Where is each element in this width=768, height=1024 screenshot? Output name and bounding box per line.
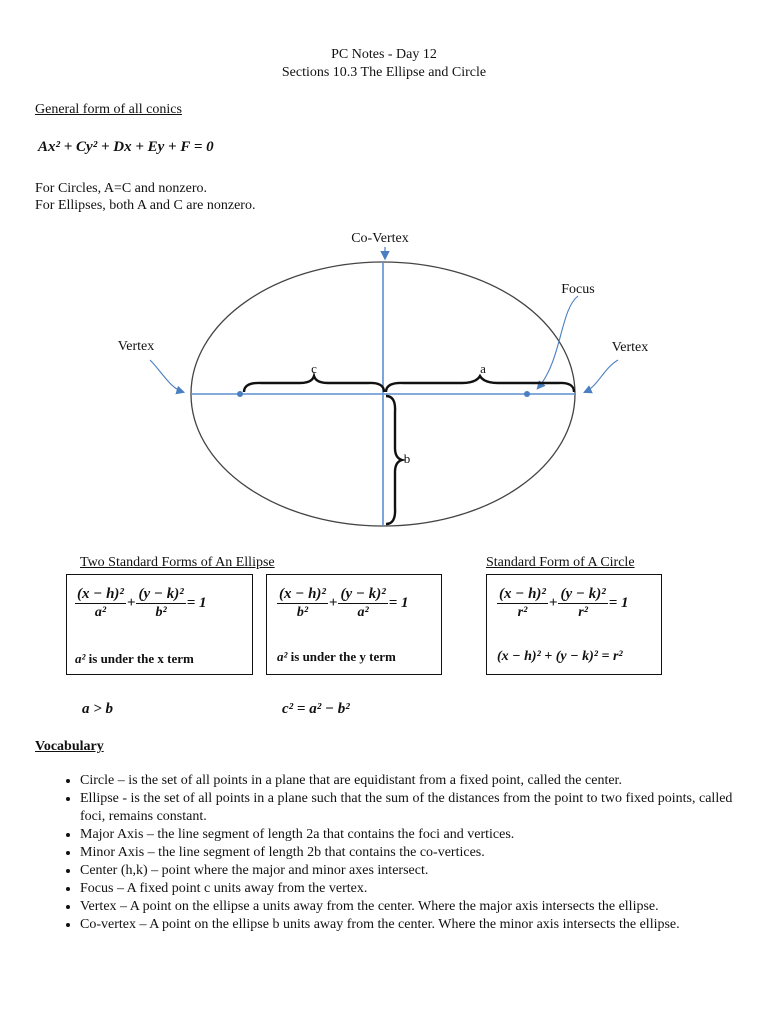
- label-c: c: [311, 361, 317, 376]
- circle-den1: r²: [517, 605, 528, 620]
- focus-label: Focus: [561, 282, 595, 297]
- general-form-equation: Ax² + Cy² + Dx + Ey + F = 0: [38, 139, 214, 155]
- form1-den2: b²: [155, 605, 167, 620]
- form1-den1: a²: [94, 605, 107, 620]
- ellipse-diagram: [0, 222, 768, 542]
- form1-note: a² is under the x term: [75, 651, 194, 666]
- circle-rhs: = 1: [608, 594, 629, 611]
- circle-form-heading: Standard Form of A Circle: [486, 555, 635, 570]
- form1-num1: (x − h)²: [77, 586, 124, 602]
- vocab-item-minor-axis: • Minor Axis – the line segment of length 2b that contains the co-vertices.: [80, 844, 760, 862]
- label-a: a: [480, 361, 486, 376]
- form2-den2: a²: [357, 605, 369, 620]
- vocab-item-co-vertex: • Co-vertex – A point on the ellipse b units away from the center. Where the minor axis intersects the ellipse.: [80, 916, 760, 934]
- ellipse-forms-heading: Two Standard Forms of An Ellipse: [80, 555, 275, 570]
- a-greater-b: a > b: [82, 701, 114, 717]
- circle-num2: (y − k)²: [560, 586, 606, 602]
- circle-form-box: $\frac{\text{(x − h)²}}{\text{r²}}$ + $\frac{\text{(y − k)²}}{\text{r²}}$ = 1 (x − h)² + (y − k)² = r²: [486, 574, 662, 675]
- page-title: PC Notes - Day 12: [331, 47, 437, 62]
- vertex-right-arrow: [585, 360, 618, 392]
- label-b: b: [403, 451, 411, 466]
- c-formula: c² = a² − b²: [282, 701, 350, 717]
- circle-num1: (x − h)²: [499, 586, 546, 602]
- ellipse-form-y-box: $\frac{\text{(x − h)²}}{\text{b²}}$ + $\frac{\text{(y − k)²}}{\text{a²}}$ = 1 a² is under the y term: [266, 574, 442, 675]
- form2-rhs: = 1: [388, 594, 409, 611]
- form1-rhs: = 1: [186, 594, 207, 611]
- vocab-item-ellipse: • Ellipse - is the set of all points in a plane such that the sum of the distances from the point to two fixed points, called foci, remains constant.: [80, 790, 760, 826]
- vertex-left-arrow: [150, 360, 183, 392]
- ellipse-form-x-box: $\frac{\text{(x − h)²}}{\text{a²}}$ + $\frac{\text{(y − k)²}}{\text{b²}}$ = 1 a² is under the x term: [66, 574, 253, 675]
- circle-den2: r²: [578, 605, 588, 620]
- vocabulary-list: [48, 772, 760, 934]
- vocabulary-heading: Vocabulary: [35, 739, 104, 754]
- brace-a: [386, 376, 574, 392]
- form2-den1: b²: [296, 605, 309, 620]
- form2-num2: (y − k)²: [340, 586, 386, 602]
- brace-b: [386, 396, 402, 524]
- co-vertex-label: Co-Vertex: [351, 231, 409, 246]
- focus-arrow: [538, 296, 578, 388]
- vocab-item-focus: • Focus – A fixed point c units away from the vertex.: [80, 880, 760, 898]
- vertex-left-label: Vertex: [117, 339, 155, 354]
- focus-point-left: [237, 391, 243, 397]
- form2-num1: (x − h)²: [279, 586, 326, 602]
- general-form-heading: General form of all conics: [35, 102, 182, 117]
- focus-point-right: [524, 391, 530, 397]
- vertex-right-label: Vertex: [611, 340, 649, 355]
- brace-c: [244, 376, 384, 392]
- form1-num2: (y − k)²: [138, 586, 184, 602]
- vocab-item-center: • Center (h,k) – point where the major and minor axes intersect.: [80, 862, 760, 880]
- vocab-item-vertex: • Vertex – A point on the ellipse a units away from the center. Where the major axis intersects the ellipse.: [80, 898, 760, 916]
- form2-note: a² is under the y term: [277, 649, 396, 664]
- vocab-item-circle: • Circle – is the set of all points in a plane that are equidistant from a fixed point, called the center.: [80, 772, 760, 790]
- intro-circles: For Circles, A=C and nonzero.: [35, 181, 207, 196]
- page-subtitle: Sections 10.3 The Ellipse and Circle: [281, 65, 487, 80]
- vocab-item-major-axis: • Major Axis – the line segment of length 2a that contains the foci and vertices.: [80, 826, 760, 844]
- circle-alt-form: (x − h)² + (y − k)² = r²: [497, 649, 623, 664]
- intro-ellipses: For Ellipses, both A and C are nonzero.: [35, 198, 256, 213]
